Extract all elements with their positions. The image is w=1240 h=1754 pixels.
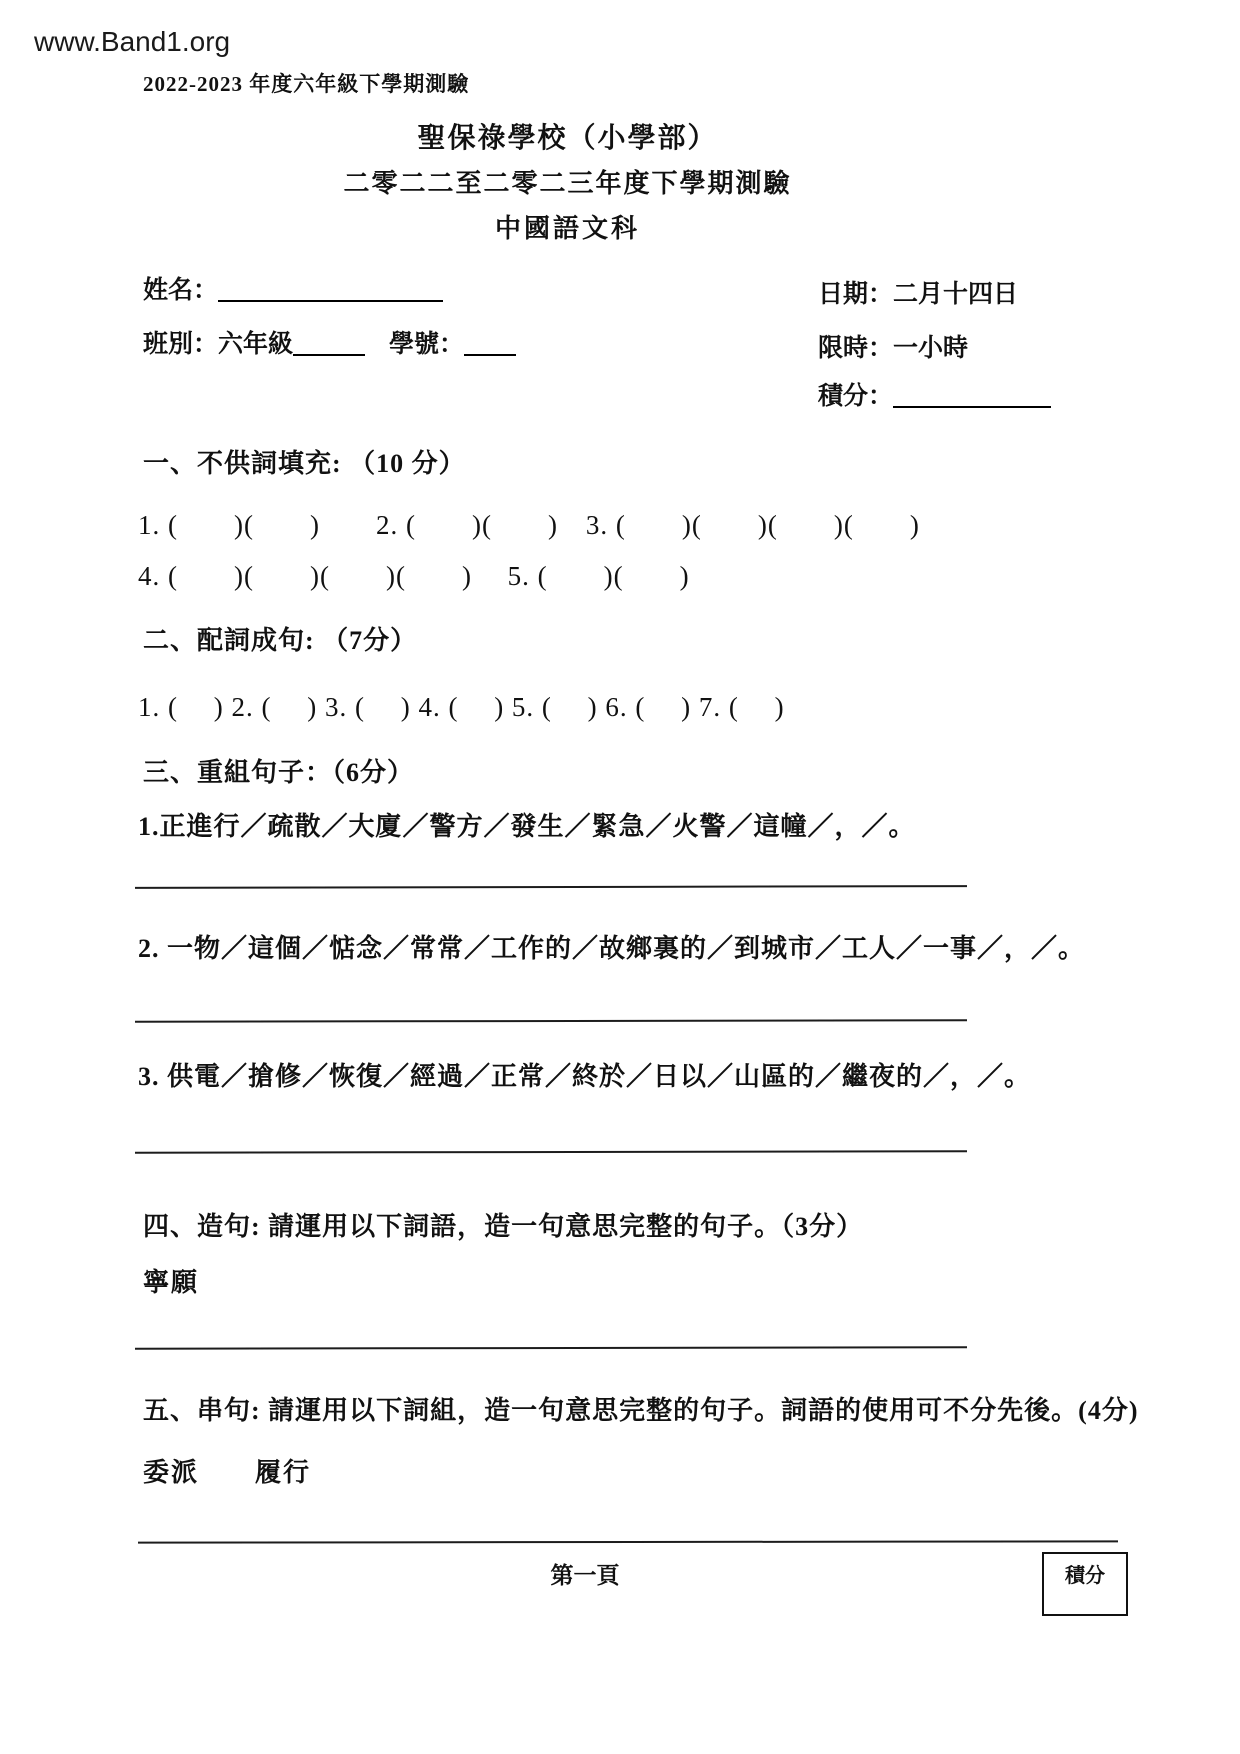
score-row [818, 376, 1051, 412]
page-number: 第一頁 [550, 1563, 620, 1588]
section2-brackets-row: 1. ( ) 2. ( ) 3. ( ) 4. ( ) 5. ( ) 6. ( ) 7. ( ) [138, 692, 785, 722]
class-blank [293, 354, 365, 356]
section3-item-2: 2. 一物／這個／惦念／常常／工作的／故鄉裏的／到城市／工人／一事／，／。 [138, 934, 1086, 963]
section3-item-3: 3. 供電／搶修／恢復／經過／正常／終於／日以／山區的／繼夜的／，／。 [138, 1062, 1032, 1091]
section1-title: 一、不供詞填充: （10 分） [143, 449, 466, 478]
name-blank [218, 300, 443, 302]
watermark: www.Band1.org [34, 26, 231, 57]
section3-item-1: 1.正進行／疏散／大廈／警方／發生／緊急／火警／這幢／，／。 [138, 812, 916, 841]
section5-words: 委派 履行 [143, 1458, 312, 1487]
section3-title: 三、重組句子：（6分） [143, 758, 415, 787]
name-label: 姓名： [143, 277, 219, 304]
student-no-label: 學號： [389, 331, 465, 358]
date-row: 日期：二月十四日 [818, 281, 1019, 308]
term-title: 二零二二至二零二三年度下學期測驗 [343, 169, 792, 198]
section2-title: 二、配詞成句: （7分） [143, 626, 418, 655]
class-label: 班別：六年級 [143, 331, 294, 358]
section4-title: 四、造句: 請運用以下詞語，造一句意思完整的句子。（3分） [143, 1212, 864, 1241]
score-blank [893, 406, 1051, 408]
section5-title: 五、串句: 請運用以下詞組，造一句意思完整的句子。詞語的使用可不分先後。(4分) [143, 1396, 1139, 1425]
school-title: 聖保祿學校（小學部） [417, 123, 718, 154]
answer-line-3 [135, 1150, 967, 1153]
score-box [1042, 1552, 1128, 1616]
answer-line-1 [135, 885, 967, 889]
answer-line-2 [135, 1019, 967, 1022]
header-note: 2022-2023 年度六年級下學期測驗 [143, 72, 470, 96]
name-row [143, 270, 443, 306]
time-limit-row: 限時：一小時 [818, 335, 969, 362]
answer-line-5 [138, 1540, 1118, 1543]
section1-brackets-row2: 4. ( )( )( )( ) 5. ( )( ) [138, 561, 690, 591]
class-row [143, 324, 516, 360]
section4-word: 寧願 [143, 1268, 200, 1297]
student-no-blank [464, 354, 516, 356]
answer-line-4 [135, 1346, 967, 1349]
section1-brackets-row1: 1. ( )( ) 2. ( )( ) 3. ( )( )( )( ) [138, 510, 920, 540]
subject-title: 中國語文科 [494, 214, 640, 243]
score-label: 積分： [818, 383, 894, 410]
score-box-label: 積分 [1065, 1565, 1105, 1587]
